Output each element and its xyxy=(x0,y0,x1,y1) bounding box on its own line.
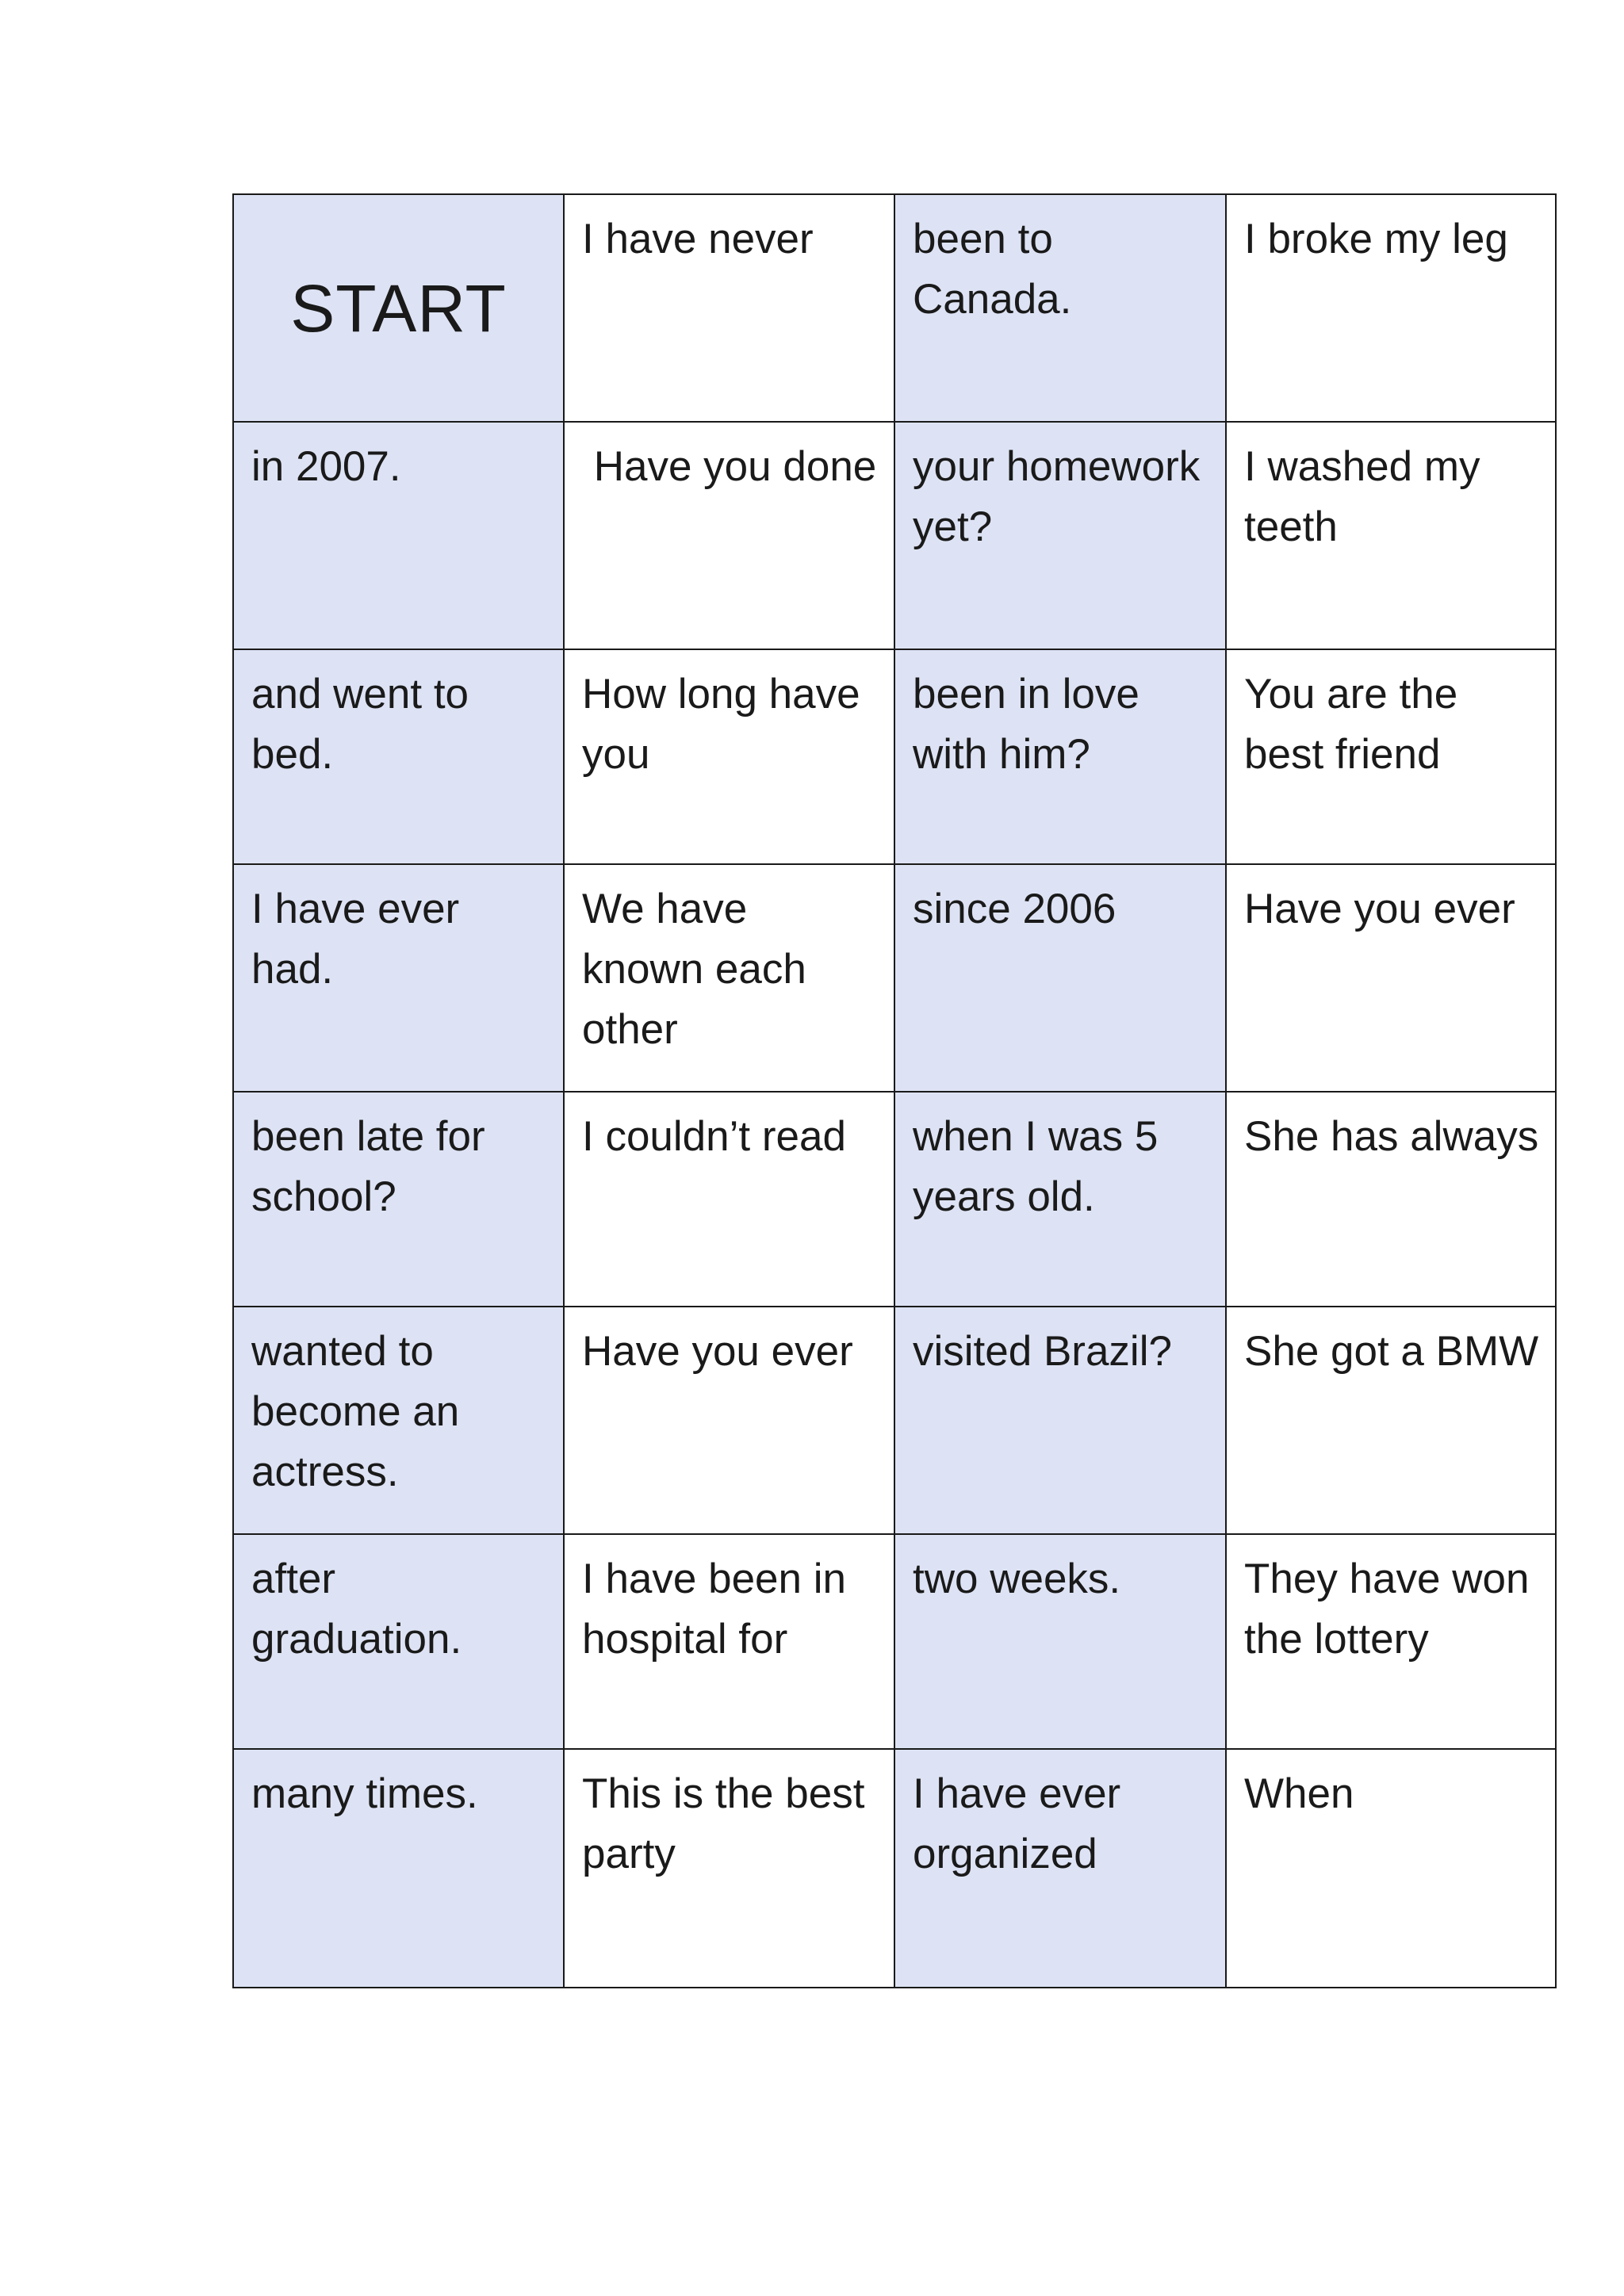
table-cell xyxy=(564,1092,894,1307)
table-cell xyxy=(564,422,894,649)
table-row xyxy=(233,864,1556,1092)
cell-text: when I was 5 years old. xyxy=(913,1113,1159,1220)
table-cell xyxy=(233,1092,564,1307)
table-cell xyxy=(1226,1307,1556,1534)
table-cell xyxy=(1226,1749,1556,1988)
table-cell xyxy=(233,1534,564,1749)
table-row xyxy=(233,1307,1556,1534)
cell-text: Have you ever xyxy=(582,1328,853,1375)
table-cell xyxy=(564,194,894,422)
cell-text: I have never xyxy=(582,216,814,262)
table-cell xyxy=(564,1534,894,1749)
cell-text: She got a BMW xyxy=(1244,1328,1539,1375)
table-cell xyxy=(894,864,1226,1092)
table-row xyxy=(233,1749,1556,1988)
cell-text: How long have you xyxy=(582,671,860,778)
table-cell xyxy=(894,1534,1226,1749)
table-row xyxy=(233,1092,1556,1307)
table-cell xyxy=(894,1307,1226,1534)
table-cell xyxy=(1226,194,1556,422)
table-cell xyxy=(233,1307,564,1534)
cell-text: We have known each other xyxy=(582,886,806,1053)
cell-text: many times. xyxy=(251,1770,478,1817)
table-row xyxy=(233,194,1556,422)
table-cell xyxy=(1226,1092,1556,1307)
cell-text: visited Brazil? xyxy=(913,1328,1172,1375)
cell-text: been in love with him? xyxy=(913,671,1139,778)
cell-text: She has always xyxy=(1244,1113,1539,1160)
cell-text: your homework yet? xyxy=(913,443,1201,550)
cell-text: two weeks. xyxy=(913,1556,1121,1602)
table-cell xyxy=(894,1092,1226,1307)
cell-text: I have ever organized xyxy=(913,1770,1121,1877)
cell-text: Have you ever xyxy=(1244,886,1515,932)
cell-text: since 2006 xyxy=(913,886,1116,932)
cell-text: I have been in hospital for xyxy=(582,1556,846,1663)
table-cell xyxy=(894,422,1226,649)
table-cell xyxy=(233,864,564,1092)
table-cell xyxy=(564,1749,894,1988)
cell-text: When xyxy=(1244,1770,1354,1817)
table-cell xyxy=(233,649,564,864)
table-cell xyxy=(233,422,564,649)
table-cell xyxy=(1226,1534,1556,1749)
table-cell xyxy=(894,649,1226,864)
cell-text: been to Canada. xyxy=(913,216,1072,323)
table-cell xyxy=(1226,864,1556,1092)
table-cell xyxy=(894,194,1226,422)
cell-text: START xyxy=(290,270,507,346)
table-cell xyxy=(564,649,894,864)
cell-text: This is the best party xyxy=(582,1770,865,1877)
table-row xyxy=(233,1534,1556,1749)
cell-text: They have won the lottery xyxy=(1244,1556,1530,1663)
cell-text: wanted to become an actress. xyxy=(251,1328,460,1495)
table-cell xyxy=(1226,649,1556,864)
cell-text: I broke my leg xyxy=(1244,216,1508,262)
table-cell xyxy=(894,1749,1226,1988)
table-cell xyxy=(564,864,894,1092)
start-cell xyxy=(233,194,564,422)
cell-text: in 2007. xyxy=(251,443,401,490)
table-cell xyxy=(1226,422,1556,649)
table-cell xyxy=(233,1749,564,1988)
cell-text: You are the best friend xyxy=(1244,671,1458,778)
cell-text: I couldn’t read xyxy=(582,1113,846,1160)
table-row xyxy=(233,422,1556,649)
cell-text: Have you done xyxy=(582,443,877,490)
cell-text: after graduation. xyxy=(251,1556,462,1663)
cell-text: I have ever had. xyxy=(251,886,460,993)
table-cell xyxy=(564,1307,894,1534)
cell-text: been late for school? xyxy=(251,1113,485,1220)
domino-card-table xyxy=(232,193,1557,1988)
cell-text: and went to bed. xyxy=(251,671,469,778)
table-row xyxy=(233,649,1556,864)
cell-text: I washed my teeth xyxy=(1244,443,1480,550)
